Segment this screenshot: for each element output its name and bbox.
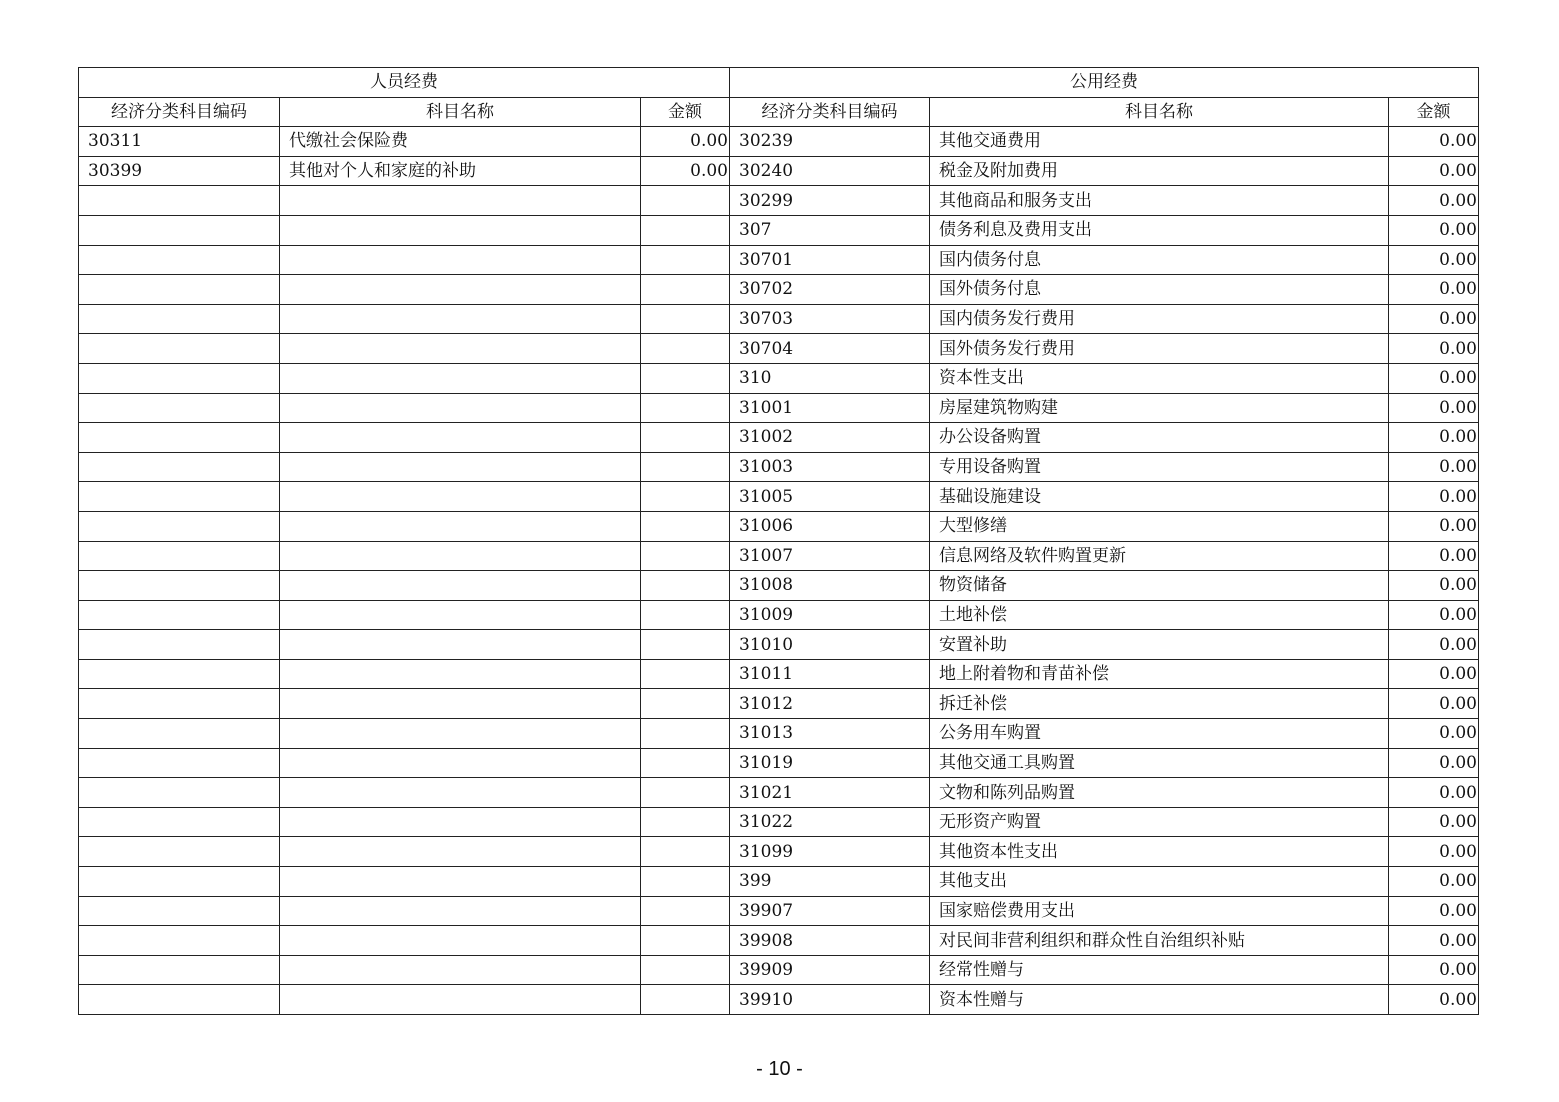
left-amount-cell: [641, 926, 730, 956]
table-row: [79, 778, 1479, 808]
right-name-cell: 安置补助: [930, 630, 1389, 660]
right-amount-cell: 0.00: [1389, 867, 1479, 897]
personnel-group-header: 人员经费: [79, 68, 730, 98]
right-code-cell: 31007: [730, 541, 930, 571]
left-code-cell: [79, 807, 280, 837]
left-amount-cell: [641, 304, 730, 334]
left-name-cell: [280, 304, 641, 334]
public-group-header: 公用经费: [730, 68, 1479, 98]
left-name-cell: 代缴社会保险费: [280, 127, 641, 157]
right-code-cell: 31099: [730, 837, 930, 867]
left-code-cell: [79, 837, 280, 867]
right-code-cell: 399: [730, 867, 930, 897]
left-name-cell: [280, 867, 641, 897]
left-amount-cell: [641, 689, 730, 719]
right-name-cell: 对民间非营利组织和群众性自治组织补贴: [930, 926, 1389, 956]
right-amount-cell: 0.00: [1389, 807, 1479, 837]
left-code-cell: [79, 955, 280, 985]
table-row: [79, 600, 1479, 630]
right-amount-cell: 0.00: [1389, 630, 1479, 660]
left-name-cell: [280, 600, 641, 630]
table-row: [79, 926, 1479, 956]
right-amount-cell: 0.00: [1389, 423, 1479, 453]
right-amount-cell: 0.00: [1389, 186, 1479, 216]
right-name-cell: 其他交通工具购置: [930, 748, 1389, 778]
table-row: [79, 156, 1479, 186]
column-header-row: [79, 97, 1479, 127]
left-amount-cell: [641, 896, 730, 926]
left-name-cell: [280, 393, 641, 423]
left-amount-cell: [641, 778, 730, 808]
right-amount-cell: 0.00: [1389, 393, 1479, 423]
page-number: - 10 -: [756, 1058, 803, 1080]
left-amount-cell: 0.00: [641, 156, 730, 186]
right-amount-cell: 0.00: [1389, 511, 1479, 541]
table-row: [79, 245, 1479, 275]
right-code-cell: 30703: [730, 304, 930, 334]
right-code-cell: 31022: [730, 807, 930, 837]
right-name-cell: 国外债务发行费用: [930, 334, 1389, 364]
left-code-cell: [79, 452, 280, 482]
left-amount-cell: [641, 511, 730, 541]
left-code-cell: [79, 541, 280, 571]
left-name-cell: [280, 541, 641, 571]
right-name-cell: 其他支出: [930, 867, 1389, 897]
left-name-cell: [280, 334, 641, 364]
left-code-cell: [79, 245, 280, 275]
table-row: [79, 482, 1479, 512]
left-code-cell: [79, 511, 280, 541]
left-amount-cell: [641, 748, 730, 778]
left-name-cell: [280, 719, 641, 749]
right-code-cell: 39910: [730, 985, 930, 1015]
left-name-cell: [280, 955, 641, 985]
left-amount-cell: [641, 985, 730, 1015]
left-code-cell: [79, 778, 280, 808]
left-amount-cell: [641, 215, 730, 245]
table-row: [79, 393, 1479, 423]
right-code-cell: 30704: [730, 334, 930, 364]
left-code-cell: [79, 719, 280, 749]
right-amount-cell: 0.00: [1389, 985, 1479, 1015]
left-code-cell: [79, 600, 280, 630]
table-row: [79, 955, 1479, 985]
right-code-cell: 39908: [730, 926, 930, 956]
right-name-cell: 信息网络及软件购置更新: [930, 541, 1389, 571]
left-name-cell: [280, 896, 641, 926]
expense-table: [78, 67, 1479, 1015]
left-code-cell: [79, 867, 280, 897]
right-amount-cell: 0.00: [1389, 748, 1479, 778]
right-name-cell: 基础设施建设: [930, 482, 1389, 512]
left-code-cell: 30399: [79, 156, 280, 186]
left-amount-cell: [641, 867, 730, 897]
right-code-cell: 39907: [730, 896, 930, 926]
right-amount-cell: 0.00: [1389, 719, 1479, 749]
left-code-cell: [79, 423, 280, 453]
right-amount-cell: 0.00: [1389, 571, 1479, 601]
left-code-cell: [79, 215, 280, 245]
left-amount-cell: [641, 423, 730, 453]
right-name-cell: 国家赔偿费用支出: [930, 896, 1389, 926]
right-name-cell: 专用设备购置: [930, 452, 1389, 482]
left-name-cell: [280, 482, 641, 512]
left-code-cell: [79, 896, 280, 926]
left-code-cell: [79, 304, 280, 334]
left-code-cell: 30311: [79, 127, 280, 157]
right-code-cell: 31008: [730, 571, 930, 601]
left-code-cell: [79, 571, 280, 601]
right-amount-cell: 0.00: [1389, 304, 1479, 334]
left-name-cell: [280, 748, 641, 778]
left-name-cell: [280, 778, 641, 808]
left-name-cell: [280, 215, 641, 245]
left-code-cell: [79, 393, 280, 423]
left-code-cell: [79, 985, 280, 1015]
left-code-header: 经济分类科目编码: [79, 97, 280, 127]
table-row: [79, 304, 1479, 334]
left-code-cell: [79, 186, 280, 216]
left-amount-header: 金额: [641, 97, 730, 127]
right-code-cell: 30701: [730, 245, 930, 275]
table-row: [79, 659, 1479, 689]
left-name-cell: [280, 511, 641, 541]
right-amount-cell: 0.00: [1389, 452, 1479, 482]
table-row: [79, 719, 1479, 749]
right-code-cell: 31013: [730, 719, 930, 749]
right-name-cell: 物资储备: [930, 571, 1389, 601]
right-name-cell: 其他交通费用: [930, 127, 1389, 157]
right-name-cell: 拆迁补偿: [930, 689, 1389, 719]
right-name-cell: 办公设备购置: [930, 423, 1389, 453]
left-code-cell: [79, 363, 280, 393]
right-amount-cell: 0.00: [1389, 482, 1479, 512]
left-amount-cell: [641, 600, 730, 630]
left-name-cell: [280, 807, 641, 837]
right-name-cell: 资本性赠与: [930, 985, 1389, 1015]
right-name-cell: 国内债务付息: [930, 245, 1389, 275]
right-name-cell: 债务利息及费用支出: [930, 215, 1389, 245]
right-name-cell: 地上附着物和青苗补偿: [930, 659, 1389, 689]
right-code-cell: 307: [730, 215, 930, 245]
table-row: [79, 541, 1479, 571]
left-amount-cell: [641, 334, 730, 364]
right-code-cell: 31012: [730, 689, 930, 719]
right-code-cell: 31009: [730, 600, 930, 630]
left-amount-cell: [641, 719, 730, 749]
table-row: [79, 127, 1479, 157]
right-code-cell: 30239: [730, 127, 930, 157]
right-amount-cell: 0.00: [1389, 275, 1479, 305]
left-amount-cell: [641, 571, 730, 601]
table-row: [79, 837, 1479, 867]
table-row: [79, 363, 1479, 393]
right-code-cell: 31010: [730, 630, 930, 660]
group-header-row: [79, 68, 1479, 98]
right-name-cell: 文物和陈列品购置: [930, 778, 1389, 808]
left-name-cell: [280, 659, 641, 689]
left-amount-cell: [641, 659, 730, 689]
right-name-cell: 公务用车购置: [930, 719, 1389, 749]
left-amount-cell: [641, 393, 730, 423]
right-code-cell: 30299: [730, 186, 930, 216]
right-code-cell: 31021: [730, 778, 930, 808]
right-name-cell: 其他资本性支出: [930, 837, 1389, 867]
table-row: [79, 896, 1479, 926]
table-row: [79, 215, 1479, 245]
right-name-cell: 国外债务付息: [930, 275, 1389, 305]
table-row: [79, 748, 1479, 778]
right-amount-cell: 0.00: [1389, 926, 1479, 956]
right-amount-cell: 0.00: [1389, 600, 1479, 630]
left-name-cell: [280, 363, 641, 393]
left-code-cell: [79, 482, 280, 512]
left-code-cell: [79, 748, 280, 778]
left-name-cell: [280, 837, 641, 867]
right-amount-cell: 0.00: [1389, 689, 1479, 719]
right-code-cell: 31002: [730, 423, 930, 453]
left-name-cell: [280, 186, 641, 216]
right-amount-cell: 0.00: [1389, 837, 1479, 867]
left-amount-cell: [641, 245, 730, 275]
left-amount-cell: [641, 363, 730, 393]
right-name-cell: 国内债务发行费用: [930, 304, 1389, 334]
table-row: [79, 186, 1479, 216]
right-amount-cell: 0.00: [1389, 659, 1479, 689]
right-amount-cell: 0.00: [1389, 541, 1479, 571]
left-code-cell: [79, 630, 280, 660]
left-amount-cell: 0.00: [641, 127, 730, 157]
right-amount-cell: 0.00: [1389, 156, 1479, 186]
table-row: [79, 571, 1479, 601]
left-name-header: 科目名称: [280, 97, 641, 127]
left-name-cell: [280, 423, 641, 453]
table-row: [79, 630, 1479, 660]
right-code-cell: 39909: [730, 955, 930, 985]
right-amount-header: 金额: [1389, 97, 1479, 127]
right-code-cell: 31005: [730, 482, 930, 512]
table-row: [79, 689, 1479, 719]
right-name-cell: 大型修缮: [930, 511, 1389, 541]
left-name-cell: [280, 275, 641, 305]
right-amount-cell: 0.00: [1389, 245, 1479, 275]
left-amount-cell: [641, 452, 730, 482]
right-code-cell: 30240: [730, 156, 930, 186]
table-row: [79, 867, 1479, 897]
table-row: [79, 452, 1479, 482]
right-name-cell: 税金及附加费用: [930, 156, 1389, 186]
right-name-cell: 经常性赠与: [930, 955, 1389, 985]
left-code-cell: [79, 659, 280, 689]
right-code-cell: 30702: [730, 275, 930, 305]
right-code-cell: 31006: [730, 511, 930, 541]
left-name-cell: [280, 452, 641, 482]
table-row: [79, 807, 1479, 837]
left-amount-cell: [641, 482, 730, 512]
left-code-cell: [79, 275, 280, 305]
table-row: [79, 275, 1479, 305]
left-amount-cell: [641, 186, 730, 216]
left-code-cell: [79, 689, 280, 719]
right-code-cell: 310: [730, 363, 930, 393]
table-row: [79, 423, 1479, 453]
left-name-cell: [280, 985, 641, 1015]
right-amount-cell: 0.00: [1389, 363, 1479, 393]
right-code-cell: 31019: [730, 748, 930, 778]
right-amount-cell: 0.00: [1389, 127, 1479, 157]
left-amount-cell: [641, 955, 730, 985]
left-name-cell: [280, 630, 641, 660]
table-row: [79, 985, 1479, 1015]
right-amount-cell: 0.00: [1389, 896, 1479, 926]
right-amount-cell: 0.00: [1389, 778, 1479, 808]
left-name-cell: [280, 245, 641, 275]
left-name-cell: [280, 689, 641, 719]
left-name-cell: 其他对个人和家庭的补助: [280, 156, 641, 186]
left-amount-cell: [641, 807, 730, 837]
table-row: [79, 334, 1479, 364]
left-amount-cell: [641, 837, 730, 867]
right-name-cell: 无形资产购置: [930, 807, 1389, 837]
right-name-cell: 其他商品和服务支出: [930, 186, 1389, 216]
right-code-header: 经济分类科目编码: [730, 97, 930, 127]
right-code-cell: 31001: [730, 393, 930, 423]
left-amount-cell: [641, 275, 730, 305]
table-row: [79, 511, 1479, 541]
left-name-cell: [280, 926, 641, 956]
right-amount-cell: 0.00: [1389, 955, 1479, 985]
left-name-cell: [280, 571, 641, 601]
left-code-cell: [79, 926, 280, 956]
right-name-cell: 房屋建筑物购建: [930, 393, 1389, 423]
right-name-header: 科目名称: [930, 97, 1389, 127]
left-amount-cell: [641, 630, 730, 660]
right-code-cell: 31011: [730, 659, 930, 689]
left-code-cell: [79, 334, 280, 364]
right-amount-cell: 0.00: [1389, 334, 1479, 364]
right-code-cell: 31003: [730, 452, 930, 482]
right-amount-cell: 0.00: [1389, 215, 1479, 245]
left-amount-cell: [641, 541, 730, 571]
right-name-cell: 土地补偿: [930, 600, 1389, 630]
right-name-cell: 资本性支出: [930, 363, 1389, 393]
table-body: [79, 68, 1479, 1015]
